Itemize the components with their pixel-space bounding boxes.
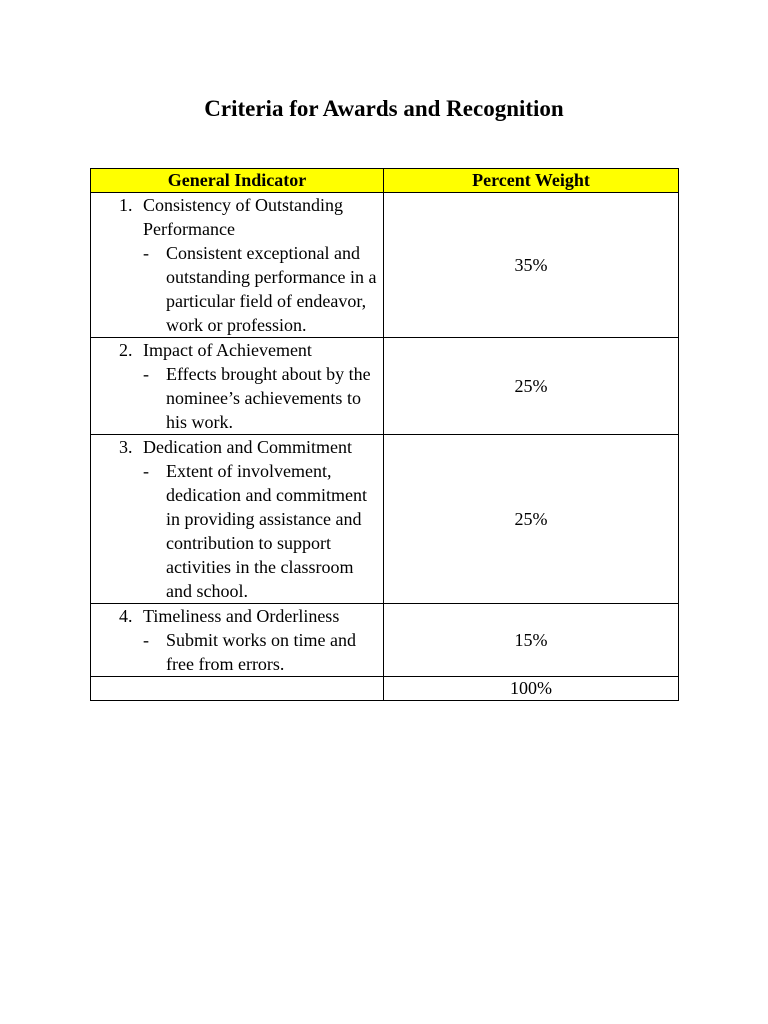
table-header-row — [91, 169, 679, 193]
indicator-cell — [91, 193, 384, 338]
item-number: 3. — [119, 437, 133, 457]
table-row — [91, 338, 679, 435]
total-weight-cell: 100% — [384, 677, 679, 701]
indicator-cell — [91, 435, 384, 604]
weight-cell: 25% — [384, 338, 679, 435]
table-row — [91, 435, 679, 604]
indicator-cell — [91, 338, 384, 435]
item-title: Impact of Achievement — [143, 340, 312, 360]
page-title: Criteria for Awards and Recognition — [204, 96, 564, 121]
total-row — [91, 677, 679, 701]
item-description: Submit works on time and free from errors. — [166, 630, 356, 674]
bullet-dash: - — [143, 243, 149, 263]
weight-cell: 35% — [384, 193, 679, 338]
bullet-dash: - — [143, 461, 149, 481]
item-description: Consistent exceptional and outstanding performance in a particular field of endeavor, work or profession. — [166, 243, 377, 335]
item-number: 1. — [119, 195, 133, 215]
weight-cell: 15% — [384, 604, 679, 677]
header-percent-weight: Percent Weight — [384, 169, 679, 193]
total-label-cell — [91, 677, 384, 701]
item-title: Consistency of Outstanding Performance — [143, 195, 343, 239]
item-title: Dedication and Commitment — [143, 437, 352, 457]
bullet-dash: - — [143, 364, 149, 384]
table-row — [91, 193, 679, 338]
item-title: Timeliness and Orderliness — [143, 606, 340, 626]
item-number: 2. — [119, 340, 133, 360]
indicator-cell — [91, 604, 384, 677]
item-description: Extent of involvement, dedication and commitment in providing assistance and contribution to support activities in the classroom and school. — [166, 461, 367, 601]
bullet-dash: - — [143, 630, 149, 650]
table-row — [91, 604, 679, 677]
item-number: 4. — [119, 606, 133, 626]
weight-cell: 25% — [384, 435, 679, 604]
item-description: Effects brought about by the nominee’s achievements to his work. — [166, 364, 371, 432]
header-general-indicator: General Indicator — [91, 169, 384, 193]
criteria-table — [90, 168, 679, 701]
